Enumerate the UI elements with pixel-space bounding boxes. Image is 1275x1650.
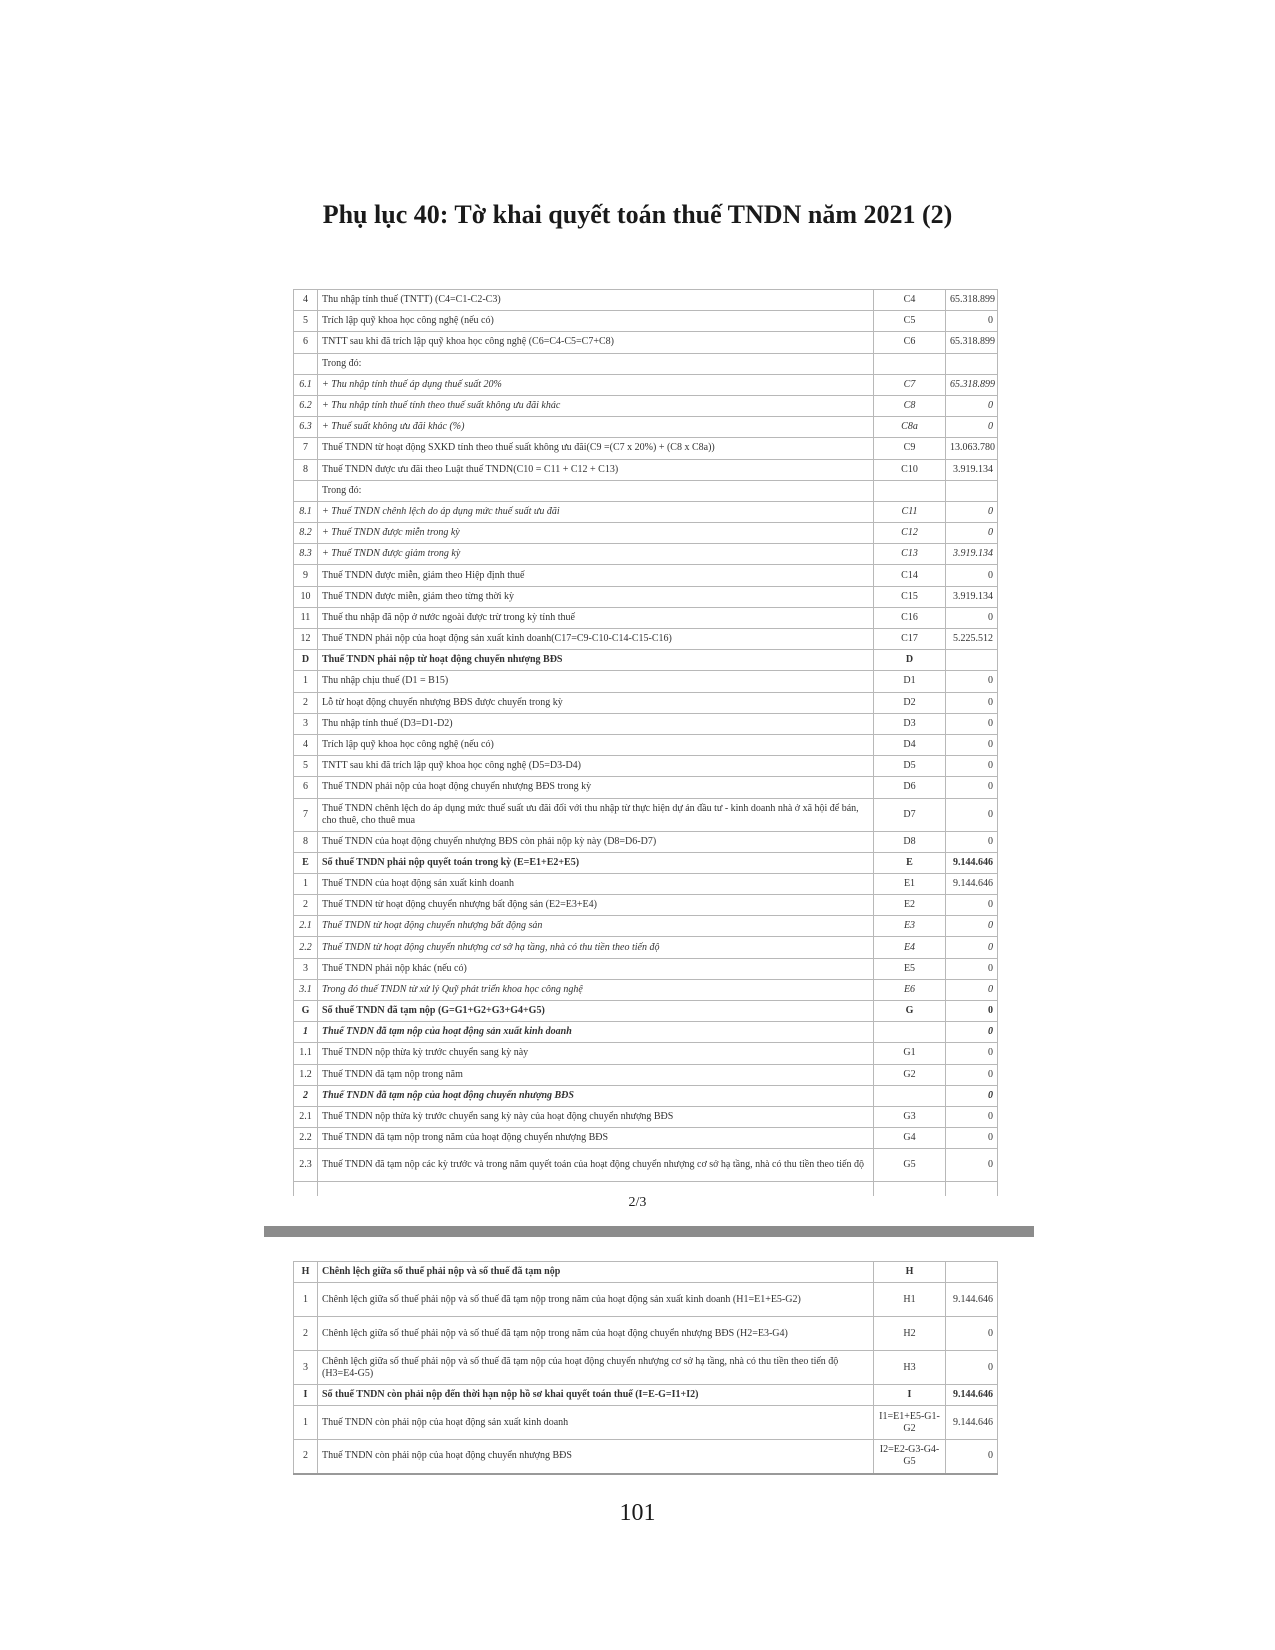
row-code: D7: [874, 798, 946, 831]
row-description: Số thuế TNDN phải nộp quyết toán trong kỳ (E=E1+E2+E5): [318, 852, 874, 873]
row-code: G2: [874, 1064, 946, 1085]
row-code: D6: [874, 777, 946, 798]
table-row: [294, 544, 998, 565]
row-code: C9: [874, 438, 946, 459]
table-row: [294, 1385, 998, 1406]
row-value: [946, 650, 998, 671]
table-row: [294, 831, 998, 852]
table-row: [294, 979, 998, 1000]
row-value: 0: [946, 1043, 998, 1064]
row-code: [874, 1085, 946, 1106]
row-number: 2: [294, 895, 318, 916]
row-number: 4: [294, 290, 318, 311]
row-description: Chênh lệch giữa số thuế phải nộp và số thuế đã tạm nộp trong năm của hoạt động chuyển nhượng BĐS (H2=E3-G4): [318, 1317, 874, 1351]
row-number: 1: [294, 1022, 318, 1043]
page-title: Phụ lục 40: Tờ khai quyết toán thuế TNDN năm 2021 (2): [322, 200, 953, 229]
row-number: 2.1: [294, 916, 318, 937]
table-row: [294, 1351, 998, 1385]
row-number: 7: [294, 798, 318, 831]
table-row: [294, 1064, 998, 1085]
table-row: [294, 958, 998, 979]
table-row: [294, 459, 998, 480]
row-description: Thu nhập chịu thuế (D1 = B15): [318, 671, 874, 692]
row-number: 2.2: [294, 937, 318, 958]
row-code: C14: [874, 565, 946, 586]
row-value: 3.919.134: [946, 459, 998, 480]
row-code: E6: [874, 979, 946, 1000]
row-number: 2: [294, 1317, 318, 1351]
row-number: 2: [294, 692, 318, 713]
row-code: C6: [874, 332, 946, 353]
row-code: C16: [874, 607, 946, 628]
row-description: Thuế TNDN chênh lệch do áp dụng mức thuế suất ưu đãi đối với thu nhập từ thực hiện dự án đầu tư - kinh doanh nhà ở xã hội để bán, cho thuê, cho thuê mua: [318, 798, 874, 831]
row-value: 0: [946, 1149, 998, 1182]
row-value: 0: [946, 1064, 998, 1085]
row-value: 0: [946, 979, 998, 1000]
row-description: + Thuế TNDN chênh lệch do áp dụng mức thuế suất ưu đãi: [318, 501, 874, 522]
row-description: Trong đó:: [318, 353, 874, 374]
row-number: D: [294, 650, 318, 671]
row-number: 8: [294, 831, 318, 852]
row-value: 0: [946, 1128, 998, 1149]
row-number: 3.1: [294, 979, 318, 1000]
row-value: 0: [946, 395, 998, 416]
row-description: Thu nhập tính thuế (D3=D1-D2): [318, 713, 874, 734]
row-number: 2: [294, 1085, 318, 1106]
table-row: [294, 1317, 998, 1351]
row-number: 6.1: [294, 374, 318, 395]
row-value: 0: [946, 1351, 998, 1385]
row-value: 0: [946, 916, 998, 937]
row-number: 2.2: [294, 1128, 318, 1149]
row-value: 0: [946, 607, 998, 628]
row-description: Thuế TNDN đã tạm nộp các kỳ trước và trong năm quyết toán của hoạt động chuyển nhượng cơ sở hạ tầng, nhà có thu tiền theo tiến độ: [318, 1149, 874, 1182]
tax-table-part-2: [293, 1261, 998, 1475]
row-description: Thuế TNDN đã tạm nộp trong năm của hoạt động chuyển nhượng BĐS: [318, 1128, 874, 1149]
row-description: Thuế TNDN đã tạm nộp của hoạt động chuyển nhượng BĐS: [318, 1085, 874, 1106]
row-number: 2.1: [294, 1106, 318, 1127]
table-row: [294, 1128, 998, 1149]
row-value: 0: [946, 713, 998, 734]
row-number: 3: [294, 713, 318, 734]
row-number: 6.2: [294, 395, 318, 416]
row-code: H1: [874, 1283, 946, 1317]
row-value: 0: [946, 734, 998, 755]
row-code: D1: [874, 671, 946, 692]
row-description: + Thuế TNDN được giảm trong kỳ: [318, 544, 874, 565]
row-value: 0: [946, 1440, 998, 1474]
table-row: [294, 501, 998, 522]
row-number: 6: [294, 332, 318, 353]
row-value: 0: [946, 831, 998, 852]
row-number: 5: [294, 311, 318, 332]
row-value: 5.225.512: [946, 629, 998, 650]
row-value: 0: [946, 417, 998, 438]
row-code: G1: [874, 1043, 946, 1064]
row-description: TNTT sau khi đã trích lập quỹ khoa học công nghệ (C6=C4-C5=C7+C8): [318, 332, 874, 353]
table-row: [294, 1440, 998, 1474]
row-number: 8: [294, 459, 318, 480]
row-code: D: [874, 650, 946, 671]
row-description: Thuế TNDN được ưu đãi theo Luật thuế TNDN(C10 = C11 + C12 + C13): [318, 459, 874, 480]
row-description: + Thuế TNDN được miễn trong kỳ: [318, 523, 874, 544]
row-code: C8a: [874, 417, 946, 438]
row-code: E3: [874, 916, 946, 937]
row-description: Thuế TNDN nộp thừa kỳ trước chuyển sang kỳ này: [318, 1043, 874, 1064]
row-description: Thuế TNDN từ hoạt động chuyển nhượng bất động sản: [318, 916, 874, 937]
table-row: [294, 756, 998, 777]
row-code: E5: [874, 958, 946, 979]
row-description: Chênh lệch giữa số thuế phải nộp và số thuế đã tạm nộp: [318, 1262, 874, 1283]
row-code: G: [874, 1001, 946, 1022]
row-number: 3: [294, 958, 318, 979]
table-row: [294, 1406, 998, 1440]
row-description: Thuế TNDN phải nộp của hoạt động chuyển nhượng BĐS trong kỳ: [318, 777, 874, 798]
table-row: [294, 290, 998, 311]
row-code: E2: [874, 895, 946, 916]
row-code: I1=E1+E5-G1-G2: [874, 1406, 946, 1440]
row-code: G5: [874, 1149, 946, 1182]
row-number: 6: [294, 777, 318, 798]
row-number: 11: [294, 607, 318, 628]
row-value: 3.919.134: [946, 544, 998, 565]
row-number: 1.1: [294, 1043, 318, 1064]
row-value: 0: [946, 565, 998, 586]
row-number: 12: [294, 629, 318, 650]
row-value: 9.144.646: [946, 1385, 998, 1406]
tax-table-part-1: [293, 289, 998, 1196]
table-row: [294, 1085, 998, 1106]
row-number: 3: [294, 1351, 318, 1385]
row-description: Thuế TNDN từ hoạt động chuyển nhượng bất động sản (E2=E3+E4): [318, 895, 874, 916]
table-row: [294, 1149, 998, 1182]
row-value: 65.318.899: [946, 332, 998, 353]
row-value: 9.144.646: [946, 852, 998, 873]
table-row: [294, 311, 998, 332]
row-description: Trích lập quỹ khoa học công nghệ (nếu có): [318, 311, 874, 332]
table-row: [294, 777, 998, 798]
row-code: C17: [874, 629, 946, 650]
row-value: 0: [946, 311, 998, 332]
row-value: 9.144.646: [946, 1406, 998, 1440]
row-description: Thuế TNDN còn phải nộp của hoạt động sản xuất kinh doanh: [318, 1406, 874, 1440]
table-row: [294, 916, 998, 937]
row-description: Thu nhập tính thuế (TNTT) (C4=C1-C2-C3): [318, 290, 874, 311]
table-row: [294, 895, 998, 916]
table-row: [294, 395, 998, 416]
row-description: Thuế TNDN phải nộp của hoạt động sản xuất kinh doanh(C17=C9-C10-C14-C15-C16): [318, 629, 874, 650]
row-value: 13.063.780: [946, 438, 998, 459]
table-row: [294, 586, 998, 607]
row-description: Thuế TNDN của hoạt động chuyển nhượng BĐS còn phải nộp kỳ này (D8=D6-D7): [318, 831, 874, 852]
row-description: + Thu nhập tính thuế tính theo thuế suất không ưu đãi khác: [318, 395, 874, 416]
row-value: [946, 353, 998, 374]
row-value: 0: [946, 937, 998, 958]
row-code: D3: [874, 713, 946, 734]
table-row: [294, 565, 998, 586]
row-number: 1: [294, 1283, 318, 1317]
row-code: E4: [874, 937, 946, 958]
row-code: C15: [874, 586, 946, 607]
row-number: E: [294, 852, 318, 873]
table-row: [294, 523, 998, 544]
row-number: 9: [294, 565, 318, 586]
row-description: Thuế TNDN còn phải nộp của hoạt động chuyển nhượng BĐS: [318, 1440, 874, 1474]
row-description: Số thuế TNDN còn phải nộp đến thời hạn nộp hồ sơ khai quyết toán thuế (I=E-G=I1+I2): [318, 1385, 874, 1406]
row-code: C7: [874, 374, 946, 395]
row-value: 0: [946, 671, 998, 692]
table-row: [294, 607, 998, 628]
row-code: D5: [874, 756, 946, 777]
row-description: Thuế TNDN của hoạt động sản xuất kinh doanh: [318, 873, 874, 894]
row-number: H: [294, 1262, 318, 1283]
row-number: 8.2: [294, 523, 318, 544]
row-description: Thuế TNDN đã tạm nộp trong năm: [318, 1064, 874, 1085]
page-separator: [264, 1226, 1034, 1237]
row-code: E1: [874, 873, 946, 894]
row-value: 65.318.899: [946, 374, 998, 395]
row-code: C13: [874, 544, 946, 565]
row-code: C10: [874, 459, 946, 480]
row-description: Trong đó thuế TNDN từ xử lý Quỹ phát triển khoa học công nghệ: [318, 979, 874, 1000]
row-code: I2=E2-G3-G4-G5: [874, 1440, 946, 1474]
row-number: 1: [294, 873, 318, 894]
row-code: C5: [874, 311, 946, 332]
row-value: 0: [946, 501, 998, 522]
row-code: D4: [874, 734, 946, 755]
row-code: H2: [874, 1317, 946, 1351]
table-row: [294, 1043, 998, 1064]
table-row: [294, 374, 998, 395]
row-description: Chênh lệch giữa số thuế phải nộp và số thuế đã tạm nộp trong năm của hoạt động sản xuất kinh doanh (H1=E1+E5-G2): [318, 1283, 874, 1317]
row-description: Thuế TNDN được miễn, giảm theo Hiệp định thuế: [318, 565, 874, 586]
table-row: [294, 1022, 998, 1043]
table-row: [294, 852, 998, 873]
row-description: Trong đó:: [318, 480, 874, 501]
table-row: [294, 734, 998, 755]
row-value: 0: [946, 895, 998, 916]
row-code: I: [874, 1385, 946, 1406]
row-value: 0: [946, 756, 998, 777]
page-marker: 2/3: [628, 1195, 647, 1210]
row-code: D8: [874, 831, 946, 852]
row-code: G4: [874, 1128, 946, 1149]
row-description: Thuế TNDN được miễn, giảm theo từng thời kỳ: [318, 586, 874, 607]
table-row: [294, 671, 998, 692]
row-code: H3: [874, 1351, 946, 1385]
row-number: 1: [294, 671, 318, 692]
row-description: Thuế TNDN nộp thừa kỳ trước chuyển sang kỳ này của hoạt động chuyển nhượng BĐS: [318, 1106, 874, 1127]
row-number: 2: [294, 1440, 318, 1474]
table-row: [294, 1106, 998, 1127]
row-value: 9.144.646: [946, 1283, 998, 1317]
row-number: 1: [294, 1406, 318, 1440]
row-number: G: [294, 1001, 318, 1022]
table-row: [294, 873, 998, 894]
row-value: 0: [946, 1001, 998, 1022]
table-row: [294, 1283, 998, 1317]
row-description: Chênh lệch giữa số thuế phải nộp và số thuế đã tạm nộp của hoạt động chuyển nhượng cơ sở hạ tầng, nhà có thu tiền theo tiến độ (H3=E4-G5): [318, 1351, 874, 1385]
row-description: Số thuế TNDN đã tạm nộp (G=G1+G2+G3+G4+G5): [318, 1001, 874, 1022]
table-row: [294, 650, 998, 671]
table-row: [294, 1262, 998, 1283]
table-row: [294, 1001, 998, 1022]
row-code: H: [874, 1262, 946, 1283]
row-value: 0: [946, 798, 998, 831]
row-description: TNTT sau khi đã trích lập quỹ khoa học công nghệ (D5=D3-D4): [318, 756, 874, 777]
row-number: 2.3: [294, 1149, 318, 1182]
row-description: Thuế TNDN đã tạm nộp của hoạt động sản xuất kinh doanh: [318, 1022, 874, 1043]
row-code: C11: [874, 501, 946, 522]
table-row: [294, 692, 998, 713]
row-number: [294, 480, 318, 501]
table-row: [294, 353, 998, 374]
row-code: C8: [874, 395, 946, 416]
table-row: [294, 438, 998, 459]
row-value: 0: [946, 1022, 998, 1043]
row-description: Thuế thu nhập đã nộp ở nước ngoài được trừ trong kỳ tính thuế: [318, 607, 874, 628]
row-code: G3: [874, 1106, 946, 1127]
row-value: 65.318.899: [946, 290, 998, 311]
row-value: 0: [946, 1106, 998, 1127]
table-row: [294, 713, 998, 734]
row-description: + Thuế suất không ưu đãi khác (%): [318, 417, 874, 438]
row-description: Lỗ từ hoạt động chuyển nhượng BĐS được chuyển trong kỳ: [318, 692, 874, 713]
row-value: 0: [946, 692, 998, 713]
table-row: [294, 798, 998, 831]
row-description: Thuế TNDN phải nộp từ hoạt động chuyển nhượng BĐS: [318, 650, 874, 671]
row-description: Thuế TNDN từ hoạt động SXKD tính theo thuế suất không ưu đãi(C9 =(C7 x 20%) + (C8 x C8a)): [318, 438, 874, 459]
row-number: 5: [294, 756, 318, 777]
row-number: 8.1: [294, 501, 318, 522]
row-description: + Thu nhập tính thuế áp dụng thuế suất 20%: [318, 374, 874, 395]
row-value: 0: [946, 958, 998, 979]
row-description: Thuế TNDN từ hoạt động chuyển nhượng cơ sở hạ tầng, nhà có thu tiền theo tiến độ: [318, 937, 874, 958]
table-row: [294, 629, 998, 650]
row-number: 4: [294, 734, 318, 755]
row-code: [874, 353, 946, 374]
row-code: [874, 1022, 946, 1043]
page-number: 101: [619, 1500, 656, 1526]
row-description: Trích lập quỹ khoa học công nghệ (nếu có): [318, 734, 874, 755]
row-value: 0: [946, 523, 998, 544]
row-number: 1.2: [294, 1064, 318, 1085]
table-row: [294, 417, 998, 438]
table-row: [294, 480, 998, 501]
row-number: 8.3: [294, 544, 318, 565]
row-number: I: [294, 1385, 318, 1406]
row-code: D2: [874, 692, 946, 713]
row-value: 3.919.134: [946, 586, 998, 607]
row-description: Thuế TNDN phải nộp khác (nếu có): [318, 958, 874, 979]
row-value: 0: [946, 1085, 998, 1106]
row-value: [946, 1262, 998, 1283]
row-code: C4: [874, 290, 946, 311]
row-value: 0: [946, 1317, 998, 1351]
table-row: [294, 937, 998, 958]
row-code: C12: [874, 523, 946, 544]
row-value: [946, 480, 998, 501]
row-code: E: [874, 852, 946, 873]
row-value: 9.144.646: [946, 873, 998, 894]
table-continuation: [294, 1182, 998, 1196]
row-value: 0: [946, 777, 998, 798]
row-code: [874, 480, 946, 501]
row-number: 7: [294, 438, 318, 459]
row-number: 10: [294, 586, 318, 607]
row-number: [294, 353, 318, 374]
table-row: [294, 332, 998, 353]
row-number: 6.3: [294, 417, 318, 438]
